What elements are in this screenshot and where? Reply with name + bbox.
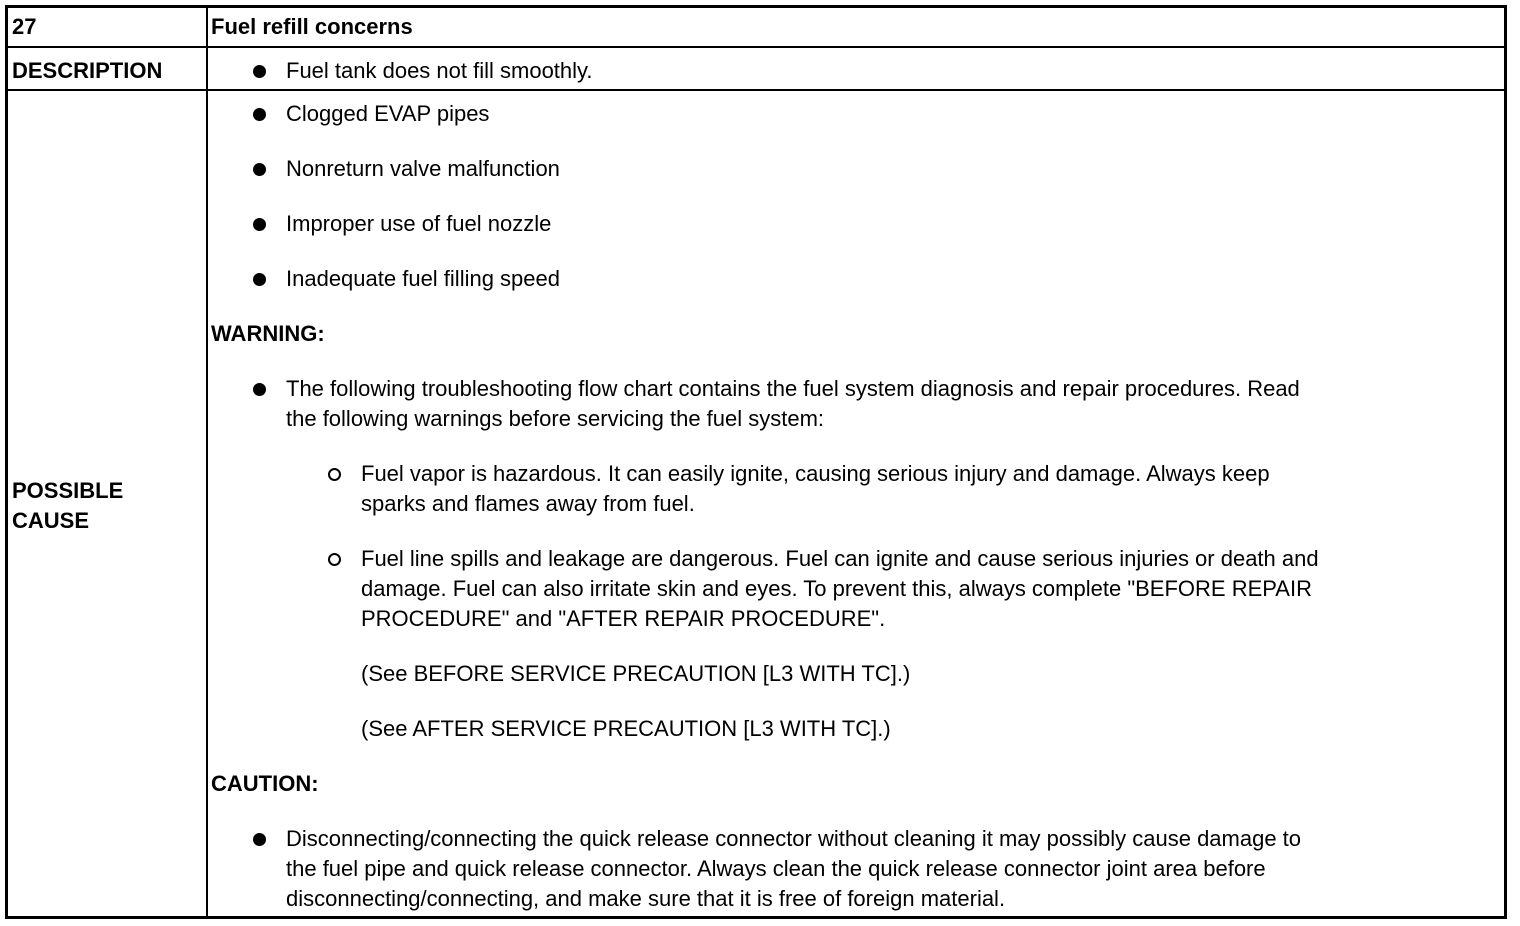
possible-cause-label-line1: POSSIBLE: [12, 478, 124, 503]
bullet-icon: [253, 108, 266, 121]
see-before-service-link[interactable]: (See BEFORE SERVICE PRECAUTION [L3 WITH TC].): [361, 661, 911, 686]
troubleshooting-table: 27 Fuel refill concerns DESCRIPTION Fuel tank does not fill smoothly. POSSIBLE CAUSE Clogged EVAP pipes Nonreturn valve malfunction Improper use of fuel nozzle Inadequate fuel filling speed WARNING: The following troubleshooting flow chart contains the fuel system diagnosis and repair procedures. Read the following warnings before servicing the fuel system: Fuel vapor is hazardous. It can easily ignite, causing serious injury and damage. Always keep sparks and flames away from fuel. Fuel line spills and leakage are dangerous. Fuel can ignite and cause serious injuries or death and damage. Fuel can also irritate skin and eyes. To prevent this, always complete "BEFORE REPAIR PROCEDURE" and "AFTER REPAIR PROCEDURE". (See BEFORE SERVICE PRECAUTION [L3 WITH TC].) (See AFTER SERVICE PRECAUTION [L3 WITH TC].) CAUTION: Disconnecting/connecting the quick release connector without cleaning it may possibly cause damage to the fuel pipe and quick release connector. Always clean the quick release connector joint area before disconnecting/connecting, and make sure that it is free of foreign material.: [5, 5, 1507, 919]
bullet-icon: [253, 163, 266, 176]
item-number: 27: [12, 14, 37, 39]
see-after-service-link[interactable]: (See AFTER SERVICE PRECAUTION [L3 WITH TC].): [361, 716, 891, 741]
bullet-icon: [253, 383, 266, 396]
warning-heading: WARNING:: [211, 321, 325, 346]
circle-bullet-icon: [328, 468, 341, 481]
column-divider: [206, 8, 208, 916]
bullet-icon: [253, 833, 266, 846]
bullet-icon: [253, 218, 266, 231]
row-divider-header: [8, 46, 1504, 48]
bullet-icon: [253, 65, 266, 78]
row-divider-description: [8, 89, 1504, 91]
possible-cause-label-line2: CAUSE: [12, 508, 90, 533]
item-title: Fuel refill concerns: [211, 14, 413, 39]
caution-heading: CAUTION:: [211, 771, 319, 796]
bullet-icon: [253, 273, 266, 286]
circle-bullet-icon: [328, 553, 341, 566]
description-label: DESCRIPTION: [12, 58, 163, 83]
